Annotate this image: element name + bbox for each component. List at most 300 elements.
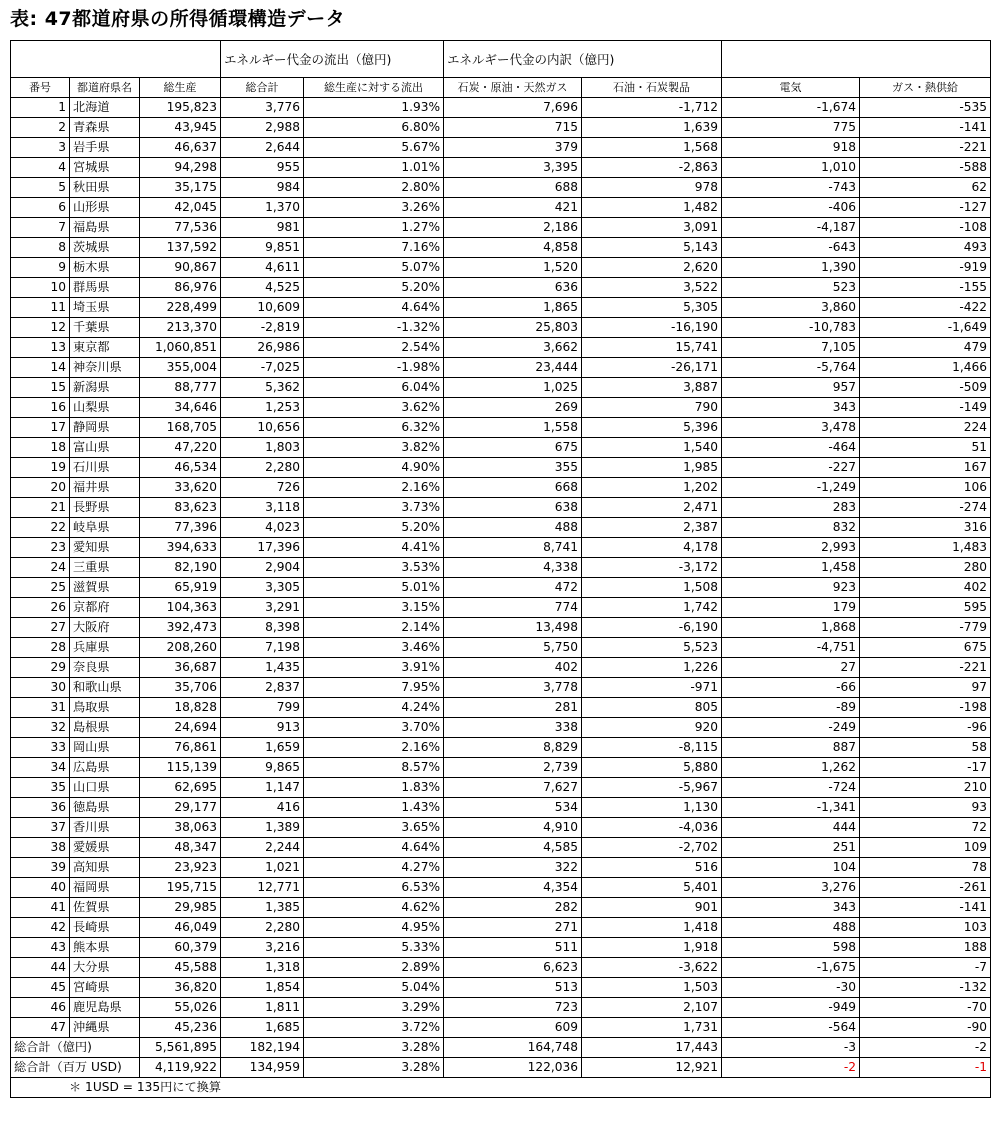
cell-value: 48,347 (140, 838, 221, 858)
row-number: 20 (11, 478, 70, 498)
cell-value: 790 (582, 398, 722, 418)
cell-value: 1,262 (722, 758, 860, 778)
cell-value: 913 (221, 718, 304, 738)
prefecture-name: 京都府 (70, 598, 140, 618)
totals-label: 総合計（億円) (11, 1038, 140, 1058)
cell-value: 51 (860, 438, 991, 458)
cell-value: -141 (860, 898, 991, 918)
cell-value: -2,863 (582, 158, 722, 178)
cell-value: 106 (860, 478, 991, 498)
cell-value: -1.98% (304, 358, 444, 378)
cell-value: 42,045 (140, 198, 221, 218)
table-row (11, 578, 991, 598)
cell-value: 5.04% (304, 978, 444, 998)
cell-value: 1,639 (582, 118, 722, 138)
cell-value: 23,444 (444, 358, 582, 378)
cell-value: 17,396 (221, 538, 304, 558)
cell-value: 33,620 (140, 478, 221, 498)
cell-value: 1,865 (444, 298, 582, 318)
row-number: 46 (11, 998, 70, 1018)
row-number: 6 (11, 198, 70, 218)
row-number: 10 (11, 278, 70, 298)
prefecture-name: 千葉県 (70, 318, 140, 338)
cell-value: 981 (221, 218, 304, 238)
table-row (11, 158, 991, 178)
cell-value: 3,522 (582, 278, 722, 298)
prefecture-name: 静岡県 (70, 418, 140, 438)
cell-value: 402 (444, 658, 582, 678)
column-header: 石油・石炭製品 (582, 78, 722, 98)
cell-value: -221 (860, 658, 991, 678)
cell-value: 179 (722, 598, 860, 618)
prefecture-name: 山口県 (70, 778, 140, 798)
cell-value: -155 (860, 278, 991, 298)
cell-value: 8,398 (221, 618, 304, 638)
prefecture-name: 埼玉県 (70, 298, 140, 318)
cell-value: 7.95% (304, 678, 444, 698)
row-number: 40 (11, 878, 70, 898)
row-number: 1 (11, 98, 70, 118)
cell-value: 3.72% (304, 1018, 444, 1038)
cell-value: 6.53% (304, 878, 444, 898)
cell-value: -564 (722, 1018, 860, 1038)
cell-value: -30 (722, 978, 860, 998)
cell-value: -4,751 (722, 638, 860, 658)
cell-value: 38,063 (140, 818, 221, 838)
cell-value: 3,091 (582, 218, 722, 238)
prefecture-name: 鳥取県 (70, 698, 140, 718)
cell-value: 3.70% (304, 718, 444, 738)
cell-value: 955 (221, 158, 304, 178)
cell-value: 7.16% (304, 238, 444, 258)
cell-value: 2,280 (221, 918, 304, 938)
cell-value: 1,985 (582, 458, 722, 478)
cell-value: 1,540 (582, 438, 722, 458)
row-number: 42 (11, 918, 70, 938)
cell-value: 23,923 (140, 858, 221, 878)
group-header-blank-right (722, 41, 991, 78)
cell-value: 3.26% (304, 198, 444, 218)
row-number: 41 (11, 898, 70, 918)
row-number: 27 (11, 618, 70, 638)
prefecture-name: 広島県 (70, 758, 140, 778)
table-row (11, 458, 991, 478)
prefecture-name: 熊本県 (70, 938, 140, 958)
cell-value: -16,190 (582, 318, 722, 338)
cell-value: 10,609 (221, 298, 304, 318)
cell-value: 2,988 (221, 118, 304, 138)
cell-value: 636 (444, 278, 582, 298)
group-header-blank (11, 41, 221, 78)
cell-value: -919 (860, 258, 991, 278)
cell-value: 109 (860, 838, 991, 858)
cell-value: 4,354 (444, 878, 582, 898)
cell-value: 479 (860, 338, 991, 358)
totals-value: 3.28% (304, 1038, 444, 1058)
cell-value: 3,291 (221, 598, 304, 618)
prefecture-name: 栃木県 (70, 258, 140, 278)
cell-value: 343 (722, 398, 860, 418)
cell-value: -2,819 (221, 318, 304, 338)
row-number: 43 (11, 938, 70, 958)
cell-value: 4,338 (444, 558, 582, 578)
cell-value: 25,803 (444, 318, 582, 338)
page-title: 表: 47都道府県の所得循環構造データ (10, 8, 346, 30)
cell-value: 8,829 (444, 738, 582, 758)
cell-value: -743 (722, 178, 860, 198)
cell-value: 4.95% (304, 918, 444, 938)
cell-value: 1,385 (221, 898, 304, 918)
cell-value: 15,741 (582, 338, 722, 358)
totals-value: -3 (722, 1038, 860, 1058)
cell-value: 4.64% (304, 298, 444, 318)
column-header-row (11, 78, 991, 98)
table-row (11, 258, 991, 278)
cell-value: 6.04% (304, 378, 444, 398)
cell-value: 3.91% (304, 658, 444, 678)
cell-value: 1,226 (582, 658, 722, 678)
cell-value: 493 (860, 238, 991, 258)
cell-value: 1,558 (444, 418, 582, 438)
cell-value: 3,395 (444, 158, 582, 178)
cell-value: 62 (860, 178, 991, 198)
cell-value: 4,858 (444, 238, 582, 258)
row-number: 23 (11, 538, 70, 558)
table-row (11, 978, 991, 998)
prefecture-name: 兵庫県 (70, 638, 140, 658)
cell-value: 2,387 (582, 518, 722, 538)
row-number: 3 (11, 138, 70, 158)
cell-value: 1,568 (582, 138, 722, 158)
cell-value: 316 (860, 518, 991, 538)
note-row (11, 1078, 991, 1098)
cell-value: 2,739 (444, 758, 582, 778)
cell-value: 1,659 (221, 738, 304, 758)
cell-value: -4,036 (582, 818, 722, 838)
cell-value: 97 (860, 678, 991, 698)
cell-value: -108 (860, 218, 991, 238)
prefecture-name: 和歌山県 (70, 678, 140, 698)
prefecture-name: 高知県 (70, 858, 140, 878)
prefecture-name: 岩手県 (70, 138, 140, 158)
cell-value: 5,750 (444, 638, 582, 658)
cell-value: 103 (860, 918, 991, 938)
cell-value: 638 (444, 498, 582, 518)
cell-value: 72 (860, 818, 991, 838)
cell-value: 1,389 (221, 818, 304, 838)
prefecture-name: 宮城県 (70, 158, 140, 178)
cell-value: 24,694 (140, 718, 221, 738)
cell-value: 7,198 (221, 638, 304, 658)
table-row (11, 378, 991, 398)
cell-value: 3.73% (304, 498, 444, 518)
cell-value: 1,731 (582, 1018, 722, 1038)
cell-value: -89 (722, 698, 860, 718)
cell-value: -66 (722, 678, 860, 698)
cell-value: 2,904 (221, 558, 304, 578)
cell-value: 2,471 (582, 498, 722, 518)
cell-value: 3,778 (444, 678, 582, 698)
cell-value: 444 (722, 818, 860, 838)
group-header-row (11, 41, 991, 78)
cell-value: 488 (444, 518, 582, 538)
cell-value: -949 (722, 998, 860, 1018)
cell-value: -96 (860, 718, 991, 738)
cell-value: 6,623 (444, 958, 582, 978)
cell-value: -141 (860, 118, 991, 138)
cell-value: -1,649 (860, 318, 991, 338)
cell-value: 1,483 (860, 538, 991, 558)
cell-value: 35,175 (140, 178, 221, 198)
cell-value: 3,305 (221, 578, 304, 598)
cell-value: 2.89% (304, 958, 444, 978)
cell-value: 322 (444, 858, 582, 878)
cell-value: -1,712 (582, 98, 722, 118)
cell-value: 3.62% (304, 398, 444, 418)
row-number: 28 (11, 638, 70, 658)
cell-value: 595 (860, 598, 991, 618)
prefecture-name: 沖縄県 (70, 1018, 140, 1038)
cell-value: 6.32% (304, 418, 444, 438)
row-number: 47 (11, 1018, 70, 1038)
cell-value: 832 (722, 518, 860, 538)
cell-value: 1,418 (582, 918, 722, 938)
cell-value: 1,010 (722, 158, 860, 178)
cell-value: 1.43% (304, 798, 444, 818)
row-number: 2 (11, 118, 70, 138)
row-number: 37 (11, 818, 70, 838)
cell-value: 8,741 (444, 538, 582, 558)
cell-value: 1,130 (582, 798, 722, 818)
row-number: 36 (11, 798, 70, 818)
cell-value: -464 (722, 438, 860, 458)
cell-value: 36,820 (140, 978, 221, 998)
cell-value: 920 (582, 718, 722, 738)
cell-value: 2,186 (444, 218, 582, 238)
row-number: 11 (11, 298, 70, 318)
cell-value: 668 (444, 478, 582, 498)
table-row (11, 518, 991, 538)
cell-value: 5,523 (582, 638, 722, 658)
row-number: 15 (11, 378, 70, 398)
prefecture-name: 秋田県 (70, 178, 140, 198)
row-number: 24 (11, 558, 70, 578)
cell-value: 5.67% (304, 138, 444, 158)
cell-value: 7,696 (444, 98, 582, 118)
cell-value: 4,178 (582, 538, 722, 558)
cell-value: 1,811 (221, 998, 304, 1018)
cell-value: 45,588 (140, 958, 221, 978)
cell-value: 901 (582, 898, 722, 918)
prefecture-name: 北海道 (70, 98, 140, 118)
cell-value: 534 (444, 798, 582, 818)
cell-value: 1.27% (304, 218, 444, 238)
cell-value: 1,503 (582, 978, 722, 998)
cell-value: 2,280 (221, 458, 304, 478)
cell-value: 3,478 (722, 418, 860, 438)
cell-value: 58 (860, 738, 991, 758)
cell-value: 36,687 (140, 658, 221, 678)
table-row (11, 878, 991, 898)
cell-value: 3.46% (304, 638, 444, 658)
cell-value: 343 (722, 898, 860, 918)
cell-value: 5,396 (582, 418, 722, 438)
table-row (11, 998, 991, 1018)
prefecture-name: 長野県 (70, 498, 140, 518)
cell-value: 18,828 (140, 698, 221, 718)
cell-value: 104,363 (140, 598, 221, 618)
cell-value: 3.65% (304, 818, 444, 838)
cell-value: 7,627 (444, 778, 582, 798)
prefecture-name: 大分県 (70, 958, 140, 978)
column-header: ガス・熱供給 (860, 78, 991, 98)
cell-value: -261 (860, 878, 991, 898)
cell-value: 675 (444, 438, 582, 458)
cell-value: 9,865 (221, 758, 304, 778)
table-row (11, 318, 991, 338)
cell-value: 62,695 (140, 778, 221, 798)
cell-value: 5.01% (304, 578, 444, 598)
cell-value: 83,623 (140, 498, 221, 518)
column-header: 総合計 (221, 78, 304, 98)
prefecture-name: 佐賀県 (70, 898, 140, 918)
table-row (11, 418, 991, 438)
cell-value: 1,508 (582, 578, 722, 598)
cell-value: 8.57% (304, 758, 444, 778)
cell-value: 516 (582, 858, 722, 878)
cell-value: 355,004 (140, 358, 221, 378)
cell-value: 1,370 (221, 198, 304, 218)
cell-value: 2.16% (304, 738, 444, 758)
totals-value: 4,119,922 (140, 1058, 221, 1078)
table-row (11, 118, 991, 138)
table-row (11, 238, 991, 258)
cell-value: 3.15% (304, 598, 444, 618)
cell-value: 1,918 (582, 938, 722, 958)
cell-value: 281 (444, 698, 582, 718)
cell-value: 3,216 (221, 938, 304, 958)
row-number: 29 (11, 658, 70, 678)
cell-value: -198 (860, 698, 991, 718)
totals-value: 3.28% (304, 1058, 444, 1078)
cell-value: 799 (221, 698, 304, 718)
cell-value: 43,945 (140, 118, 221, 138)
cell-value: -127 (860, 198, 991, 218)
cell-value: -588 (860, 158, 991, 178)
cell-value: 523 (722, 278, 860, 298)
cell-value: 957 (722, 378, 860, 398)
table-row (11, 798, 991, 818)
cell-value: 1,318 (221, 958, 304, 978)
cell-value: 355 (444, 458, 582, 478)
cell-value: 3,860 (722, 298, 860, 318)
prefecture-name: 宮崎県 (70, 978, 140, 998)
row-number: 30 (11, 678, 70, 698)
cell-value: 2.14% (304, 618, 444, 638)
cell-value: 1,685 (221, 1018, 304, 1038)
cell-value: -70 (860, 998, 991, 1018)
table-row (11, 198, 991, 218)
prefecture-name: 大阪府 (70, 618, 140, 638)
cell-value: 5,143 (582, 238, 722, 258)
prefecture-name: 青森県 (70, 118, 140, 138)
cell-value: 195,823 (140, 98, 221, 118)
table-row (11, 718, 991, 738)
cell-value: 1,466 (860, 358, 991, 378)
cell-value: -4,187 (722, 218, 860, 238)
cell-value: 1,253 (221, 398, 304, 418)
row-number: 21 (11, 498, 70, 518)
cell-value: 4,023 (221, 518, 304, 538)
prefecture-name: 茨城県 (70, 238, 140, 258)
cell-value: 167 (860, 458, 991, 478)
cell-value: 47,220 (140, 438, 221, 458)
cell-value: 918 (722, 138, 860, 158)
cell-value: 379 (444, 138, 582, 158)
row-number: 44 (11, 958, 70, 978)
cell-value: 1,520 (444, 258, 582, 278)
table-row (11, 538, 991, 558)
table-row (11, 618, 991, 638)
prefecture-name: 愛媛県 (70, 838, 140, 858)
cell-value: 2,107 (582, 998, 722, 1018)
cell-value: 984 (221, 178, 304, 198)
cell-value: 609 (444, 1018, 582, 1038)
cell-value: 338 (444, 718, 582, 738)
prefecture-name: 東京都 (70, 338, 140, 358)
row-number: 32 (11, 718, 70, 738)
cell-value: 723 (444, 998, 582, 1018)
group-header-outflow: エネルギー代金の流出（億円) (221, 41, 444, 78)
cell-value: 104 (722, 858, 860, 878)
cell-value: -1,341 (722, 798, 860, 818)
cell-value: -724 (722, 778, 860, 798)
cell-value: 675 (860, 638, 991, 658)
cell-value: 269 (444, 398, 582, 418)
row-number: 8 (11, 238, 70, 258)
cell-value: 2.54% (304, 338, 444, 358)
cell-value: 5.33% (304, 938, 444, 958)
row-number: 5 (11, 178, 70, 198)
cell-value: 3,887 (582, 378, 722, 398)
cell-value: -8,115 (582, 738, 722, 758)
cell-value: 208,260 (140, 638, 221, 658)
column-header: 電気 (722, 78, 860, 98)
table-row (11, 338, 991, 358)
cell-value: -509 (860, 378, 991, 398)
cell-value: 82,190 (140, 558, 221, 578)
cell-value: 5.07% (304, 258, 444, 278)
cell-value: 1.93% (304, 98, 444, 118)
cell-value: 282 (444, 898, 582, 918)
totals-label: 総合計（百万 USD) (11, 1058, 140, 1078)
cell-value: -971 (582, 678, 722, 698)
cell-value: 2,620 (582, 258, 722, 278)
cell-value: 76,861 (140, 738, 221, 758)
cell-value: 2.16% (304, 478, 444, 498)
cell-value: 3.82% (304, 438, 444, 458)
cell-value: -1,674 (722, 98, 860, 118)
row-number: 38 (11, 838, 70, 858)
cell-value: 60,379 (140, 938, 221, 958)
table-row (11, 438, 991, 458)
cell-value: 195,715 (140, 878, 221, 898)
cell-value: 488 (722, 918, 860, 938)
row-number: 31 (11, 698, 70, 718)
cell-value: -5,967 (582, 778, 722, 798)
row-number: 16 (11, 398, 70, 418)
prefecture-name: 新潟県 (70, 378, 140, 398)
